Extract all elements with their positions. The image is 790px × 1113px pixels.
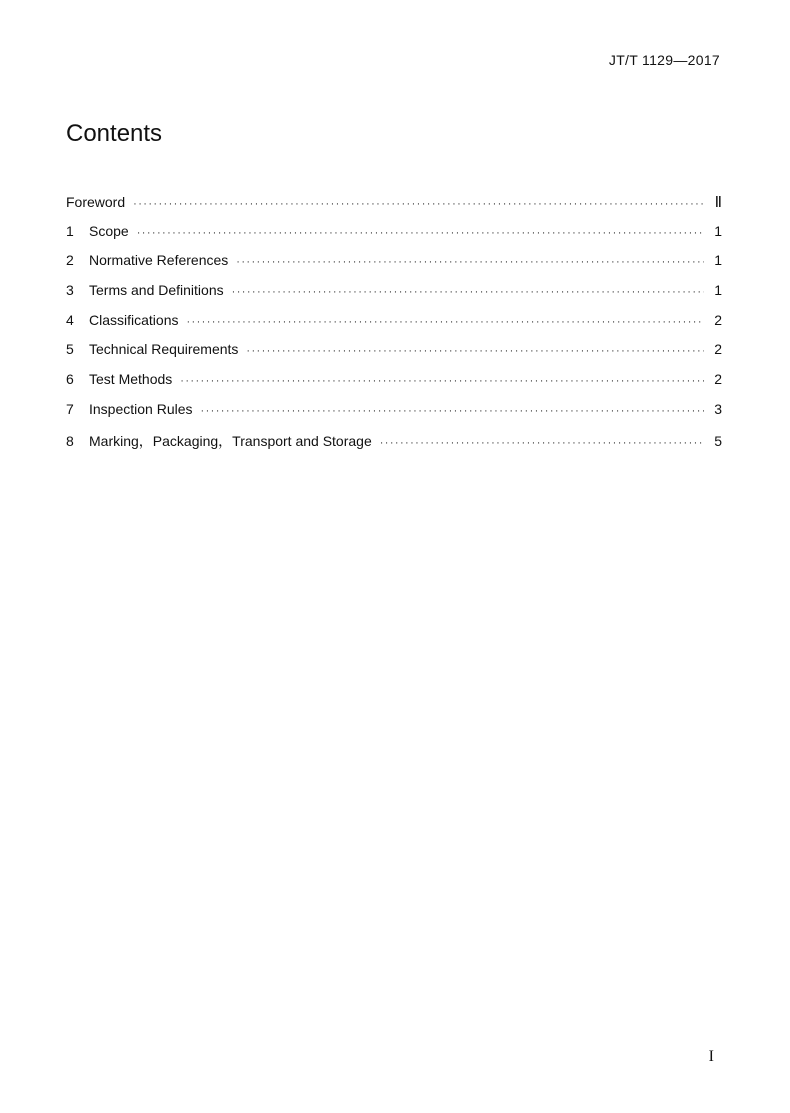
toc-leader-dots [201,405,704,417]
toc-entry-page: 2 [714,311,722,328]
toc-entry-title: Normative References [89,252,229,269]
toc-leader-dots [133,198,704,210]
toc-entry-number: 1 [66,222,74,239]
toc-entry-number: 3 [66,282,74,299]
toc-leader-dots [236,256,704,268]
toc-entry-technical-requirements[interactable] [66,341,722,371]
toc-entry-title: Scope [89,222,129,239]
toc-leader-dots [137,227,704,239]
toc-entry-page: Ⅱ [714,195,722,211]
toc-entry-marking-packaging-transport-storage[interactable] [66,431,722,461]
page-number: I [708,1048,714,1065]
toc-entry-title: Technical Requirements [89,341,239,358]
toc-entry-test-methods[interactable] [66,371,722,401]
toc-entry-page: 5 [714,432,722,449]
toc-leader-dots [246,345,704,357]
toc-entry-title: Inspection Rules [89,400,193,417]
standard-code: JT/T 1129—2017 [608,52,720,68]
toc-entry-title: Classifications [89,311,179,328]
toc-entry-page: 1 [714,252,722,269]
toc-entry-number: 7 [66,400,74,417]
toc-entry-page: 1 [714,222,722,239]
toc-entry-scope[interactable] [66,223,722,253]
toc-leader-dots [186,316,704,328]
toc-entry-page: 2 [714,341,722,358]
toc-entry-title: Test Methods [89,371,173,388]
page-heading: Contents [66,120,163,147]
toc-entry-number: 2 [66,252,74,269]
toc-entry-page: 3 [714,400,722,417]
toc-leader-dots [232,286,704,298]
toc-entry-normative-references[interactable] [66,252,722,282]
toc-entry-terms-and-definitions[interactable] [66,282,722,312]
toc-entry-number: 8 [66,432,74,449]
toc-entry-title: Terms and Definitions [89,282,224,299]
toc-entry-page: 2 [714,371,722,388]
toc-entry-inspection-rules[interactable] [66,401,722,431]
table-of-contents [66,193,722,460]
toc-entry-page: 1 [714,282,722,299]
toc-leader-dots [180,375,704,387]
toc-entry-title: Marking，Packaging，Transport and Storage [89,432,372,449]
toc-entry-number: 6 [66,371,74,388]
toc-entry-title: Foreword [66,194,126,210]
toc-entry-number: 5 [66,341,74,358]
toc-leader-dots [380,437,704,449]
toc-entry-foreword[interactable] [66,193,722,223]
toc-entry-classifications[interactable] [66,312,722,342]
toc-entry-number: 4 [66,311,74,328]
